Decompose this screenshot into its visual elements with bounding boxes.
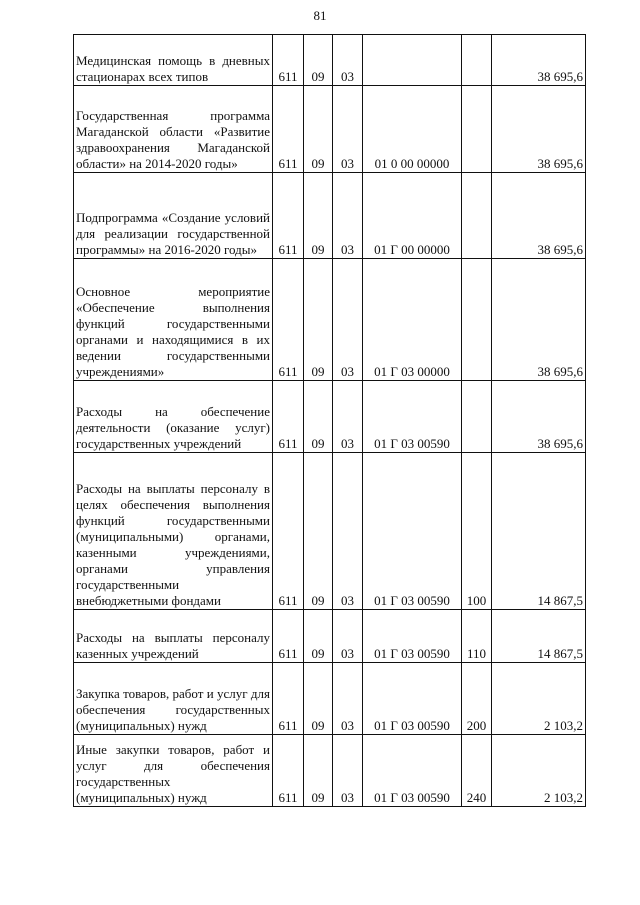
row-description: Расходы на обеспечение деятельности (оказание услуг) государственных учреждений bbox=[74, 381, 273, 453]
target-article-code: 01 Г 03 00590 bbox=[363, 735, 462, 807]
table-row bbox=[74, 35, 586, 86]
row-description: Расходы на выплаты персоналу в целях обеспечения выполнения функций государственными (муниципальными) органами, казенными учреждениями, органами управления государственными внебюджетными фондами bbox=[74, 453, 273, 610]
table-row bbox=[74, 663, 586, 735]
section-code: 09 bbox=[304, 173, 333, 259]
table-row bbox=[74, 735, 586, 807]
ministry-code: 611 bbox=[273, 173, 304, 259]
amount: 38 695,6 bbox=[492, 173, 586, 259]
expense-type-code: 100 bbox=[462, 453, 492, 610]
expense-type-code bbox=[462, 259, 492, 381]
expense-type-code bbox=[462, 381, 492, 453]
subsection-code: 03 bbox=[333, 259, 363, 381]
row-description: Иные закупки товаров, работ и услуг для обеспечения государственных (муниципальных) нужд bbox=[74, 735, 273, 807]
amount: 38 695,6 bbox=[492, 35, 586, 86]
ministry-code: 611 bbox=[273, 35, 304, 86]
target-article-code: 01 Г 00 00000 bbox=[363, 173, 462, 259]
page-number: 81 bbox=[313, 8, 327, 23]
table-row bbox=[74, 610, 586, 663]
ministry-code: 611 bbox=[273, 453, 304, 610]
amount: 2 103,2 bbox=[492, 663, 586, 735]
subsection-code: 03 bbox=[333, 735, 363, 807]
expense-type-code: 240 bbox=[462, 735, 492, 807]
table-row bbox=[74, 259, 586, 381]
section-code: 09 bbox=[304, 35, 333, 86]
section-code: 09 bbox=[304, 453, 333, 610]
expense-type-code bbox=[462, 35, 492, 86]
section-code: 09 bbox=[304, 381, 333, 453]
subsection-code: 03 bbox=[333, 663, 363, 735]
table-row bbox=[74, 86, 586, 173]
table-row bbox=[74, 381, 586, 453]
target-article-code: 01 Г 03 00590 bbox=[363, 381, 462, 453]
target-article-code: 01 0 00 00000 bbox=[363, 86, 462, 173]
subsection-code: 03 bbox=[333, 173, 363, 259]
target-article-code bbox=[363, 35, 462, 86]
amount: 14 867,5 bbox=[492, 610, 586, 663]
row-description: Основное мероприятие «Обеспечение выполнения функций государственными органами и находящимися в их ведении государственными учреждениями» bbox=[74, 259, 273, 381]
ministry-code: 611 bbox=[273, 86, 304, 173]
subsection-code: 03 bbox=[333, 86, 363, 173]
target-article-code: 01 Г 03 00590 bbox=[363, 610, 462, 663]
subsection-code: 03 bbox=[333, 610, 363, 663]
ministry-code: 611 bbox=[273, 735, 304, 807]
budget-table bbox=[73, 34, 586, 807]
subsection-code: 03 bbox=[333, 35, 363, 86]
table-row bbox=[74, 453, 586, 610]
target-article-code: 01 Г 03 00000 bbox=[363, 259, 462, 381]
section-code: 09 bbox=[304, 86, 333, 173]
expense-type-code: 200 bbox=[462, 663, 492, 735]
expense-type-code bbox=[462, 173, 492, 259]
ministry-code: 611 bbox=[273, 259, 304, 381]
section-code: 09 bbox=[304, 610, 333, 663]
section-code: 09 bbox=[304, 259, 333, 381]
target-article-code: 01 Г 03 00590 bbox=[363, 663, 462, 735]
row-description: Медицинская помощь в дневных стационарах всех типов bbox=[74, 35, 273, 86]
section-code: 09 bbox=[304, 663, 333, 735]
row-description: Подпрограмма «Создание условий для реализации государственной программы» на 2016-2020 годы» bbox=[74, 173, 273, 259]
row-description: Расходы на выплаты персоналу казенных учреждений bbox=[74, 610, 273, 663]
expense-type-code: 110 bbox=[462, 610, 492, 663]
row-description: Закупка товаров, работ и услуг для обеспечения государственных (муниципальных) нужд bbox=[74, 663, 273, 735]
ministry-code: 611 bbox=[273, 663, 304, 735]
amount: 38 695,6 bbox=[492, 86, 586, 173]
section-code: 09 bbox=[304, 735, 333, 807]
row-description: Государственная программа Магаданской области «Развитие здравоохранения Магаданской области» на 2014-2020 годы» bbox=[74, 86, 273, 173]
ministry-code: 611 bbox=[273, 381, 304, 453]
amount: 38 695,6 bbox=[492, 381, 586, 453]
target-article-code: 01 Г 03 00590 bbox=[363, 453, 462, 610]
table-row bbox=[74, 173, 586, 259]
expense-type-code bbox=[462, 86, 492, 173]
amount: 14 867,5 bbox=[492, 453, 586, 610]
subsection-code: 03 bbox=[333, 453, 363, 610]
amount: 38 695,6 bbox=[492, 259, 586, 381]
ministry-code: 611 bbox=[273, 610, 304, 663]
amount: 2 103,2 bbox=[492, 735, 586, 807]
subsection-code: 03 bbox=[333, 381, 363, 453]
